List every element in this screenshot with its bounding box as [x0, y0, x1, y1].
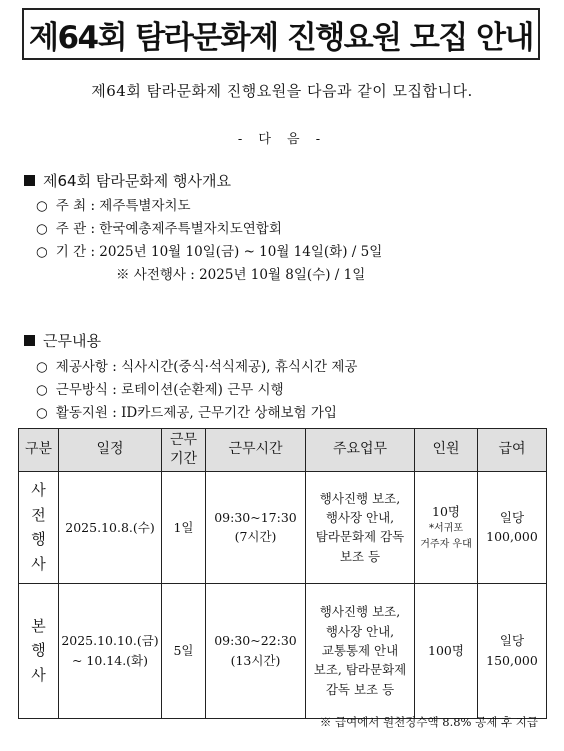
row-hours: 09:30~22:30 (13시간): [206, 583, 306, 718]
row-schedule: 2025.10.8.(수): [59, 471, 162, 583]
overview-item-text: 주 최 : 제주특별자치도: [55, 198, 191, 214]
work-item-text: 근무방식 : 로테이션(순환제) 근무 시행: [55, 382, 284, 398]
col-header-hours: 근무시간: [206, 429, 306, 472]
page-title: 제64회 탐라문화제 진행요원 모집 안내: [29, 19, 533, 56]
overview-item: [36, 240, 382, 260]
table-header-row: [19, 429, 547, 472]
col-header-schedule: 일정: [59, 429, 162, 472]
square-bullet-icon: [24, 335, 35, 346]
work-item-text: 활동지원 : ID카드제공, 근무기간 상해보험 가입: [55, 405, 337, 421]
row-category: 사 전 행 사: [19, 471, 59, 583]
intro-text: 제64회 탐라문화제 진행요원을 다음과 같이 모집합니다.: [91, 82, 473, 100]
work-heading-label: 근무내용: [43, 332, 101, 350]
col-header-period: 근무 기간: [162, 429, 206, 472]
circle-bullet-icon: ○: [36, 405, 48, 421]
table-row: [19, 583, 547, 718]
row-category: 본 행 사: [19, 583, 59, 718]
circle-bullet-icon: ○: [36, 221, 48, 237]
overview-item-text: 주 관 : 한국예총제주특별자치도연합회: [55, 221, 282, 237]
row-staff-note: *서귀포 거주자 우대: [420, 523, 472, 550]
square-bullet-icon: [24, 175, 35, 186]
row-pay: 일당 150,000: [478, 583, 547, 718]
overview-heading: [24, 170, 231, 191]
row-period: 1일: [162, 471, 206, 583]
circle-bullet-icon: ○: [36, 244, 48, 260]
row-staff: [415, 471, 478, 583]
circle-bullet-icon: ○: [36, 382, 48, 398]
row-duties: 행사진행 보조, 행사장 안내, 탐라문화제 감독 보조 등: [306, 471, 415, 583]
row-staff-count: 100명: [428, 643, 464, 659]
work-item: [36, 378, 284, 398]
footnote: ※ 급여에서 원천징수액 8.8% 공제 후 지급: [319, 715, 538, 729]
title-box: [22, 8, 540, 60]
overview-item: [36, 217, 282, 237]
row-staff-count: 10명: [432, 504, 460, 520]
circle-bullet-icon: ○: [36, 198, 48, 214]
work-item: [36, 401, 337, 421]
work-item: [36, 355, 357, 375]
row-schedule: 2025.10.10.(금) ~ 10.14.(화): [59, 583, 162, 718]
col-header-staff: 인원: [415, 429, 478, 472]
overview-item: [36, 194, 191, 214]
col-header-pay: 급여: [478, 429, 547, 472]
pre-event-note: ※ 사전행사 : 2025년 10월 8일(수) / 1일: [116, 267, 366, 283]
col-header-category: 구분: [19, 429, 59, 472]
row-pay: 일당 100,000: [478, 471, 547, 583]
work-item-text: 제공사항 : 식사시간(중식·석식제공), 휴식시간 제공: [55, 359, 358, 375]
row-staff: [415, 583, 478, 718]
table-row: [19, 471, 547, 583]
col-header-duties: 주요업무: [306, 429, 415, 472]
circle-bullet-icon: ○: [36, 359, 48, 375]
overview-item-text: 기 간 : 2025년 10월 10일(금) ~ 10월 14일(화) / 5일: [55, 244, 383, 260]
row-duties: 행사진행 보조, 행사장 안내, 교통통제 안내 보조, 탐라문화제 감독 보조 등: [306, 583, 415, 718]
recruitment-table: [18, 428, 547, 719]
divider-text: - 다 음 -: [237, 132, 327, 147]
work-heading: [24, 330, 101, 351]
overview-heading-label: 제64회 탐라문화제 행사개요: [43, 172, 232, 190]
row-hours: 09:30~17:30 (7시간): [206, 471, 306, 583]
row-period: 5일: [162, 583, 206, 718]
